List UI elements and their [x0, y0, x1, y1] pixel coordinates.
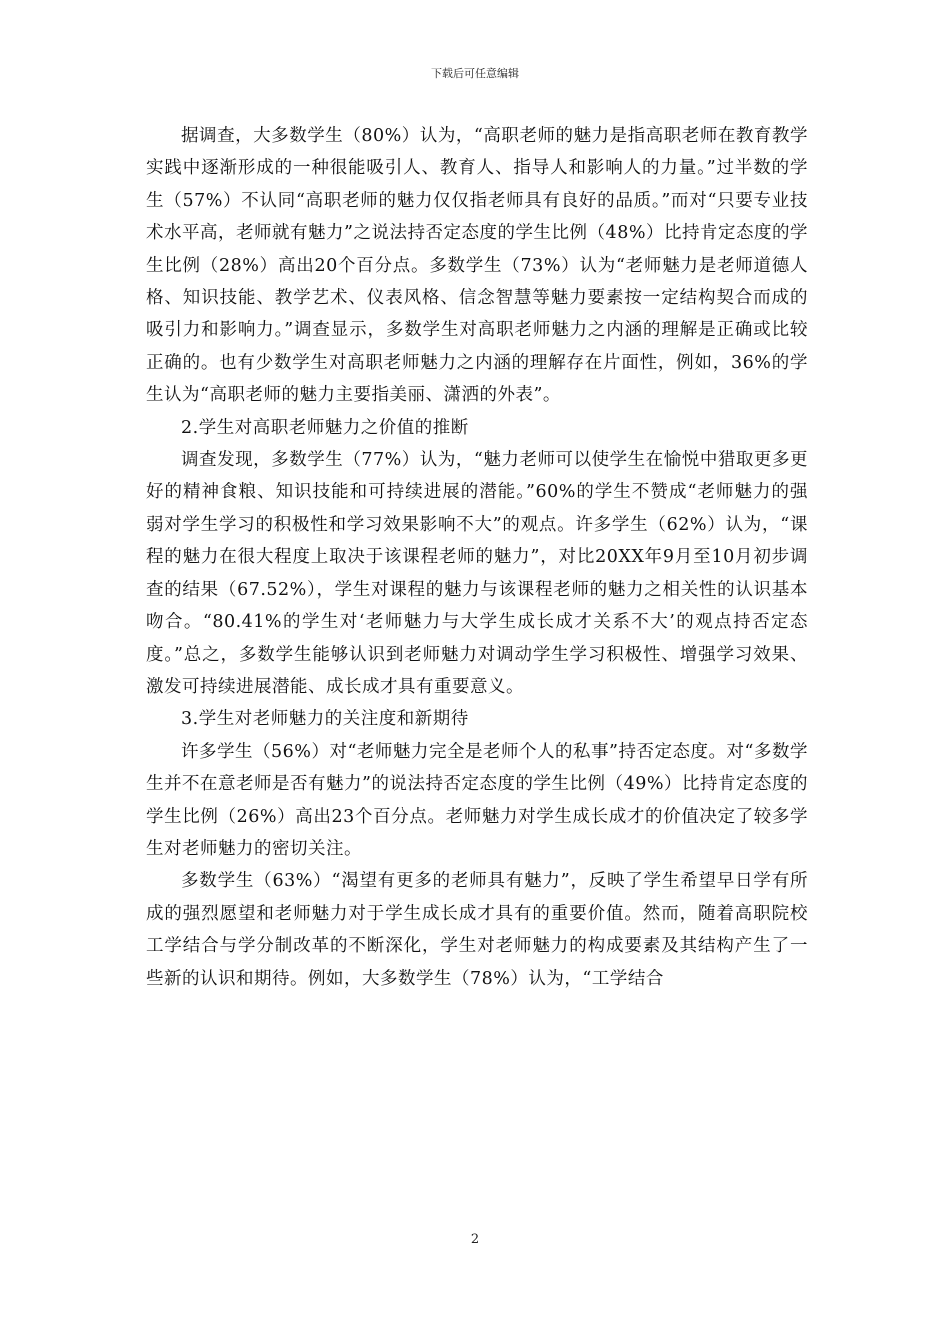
- paragraph-value-findings: 调查发现，多数学生（77%）认为，“魅力老师可以使学生在愉悦中猎取更多更好的精神食粮、知识技能和可持续进展的潜能。”60%的学生不赞成“老师魅力的强弱对学生学习的积极性和学习效果影响不大”的观点。许多学生（62%）认为，“课程的魅力在很大程度上取决于该课程老师的魅力”，对比20XX年9月至10月初步调查的结果（67.52%），学生对课程的魅力与该课程老师的魅力之相关性的认识基本吻合。“80.41%的学生对‘老师魅力与大学生成长成才关系不大’的观点持否定态度。”总之，多数学生能够认识到老师魅力对调动学生学习积极性、增强学习效果、激发可持续进展潜能、成长成才具有重要意义。: [146, 450, 808, 697]
- section-heading-attention: 3.学生对老师魅力的关注度和新期待: [181, 709, 469, 730]
- document-body: [146, 120, 808, 995]
- page-number: 2: [470, 1232, 480, 1247]
- page-header: 下载后可任意编辑: [431, 67, 519, 80]
- paragraph-survey-meaning: 据调查，大多数学生（80%）认为，“高职老师的魅力是指高职老师在教育教学实践中逐渐形成的一种很能吸引人、教育人、指导人和影响人的力量。”过半数的学生（57%）不认同“高职老师的魅力仅仅指老师具有良好的品质。”而对“只要专业技术水平高，老师就有魅力”之说法持否定态度的学生比例（48%）比持肯定态度的学生比例（28%）高出20个百分点。多数学生（73%）认为“老师魅力是老师道德人格、知识技能、教学艺术、仪表风格、信念智慧等魅力要素按一定结构契合而成的吸引力和影响力。”调查显示，多数学生对高职老师魅力之内涵的理解是正确或比较正确的。也有少数学生对高职老师魅力之内涵的理解存在片面性，例如，36%的学生认为“高职老师的魅力主要指美丽、潇洒的外表”。: [146, 126, 808, 406]
- paragraph-attention-findings: 许多学生（56%）对“老师魅力完全是老师个人的私事”持否定态度。对“多数学生并不在意老师是否有魅力”的说法持否定态度的学生比例（49%）比持肯定态度的学生比例（26%）高出23个百分点。老师魅力对学生成长成才的价值决定了较多学生对老师魅力的密切关注。: [146, 741, 808, 859]
- paragraph-expectations: 多数学生（63%）“渴望有更多的老师具有魅力”，反映了学生希望早日学有所成的强烈愿望和老师魅力对于学生成长成才具有的重要价值。然而，随着高职院校工学结合与学分制改革的不断深化，学生对老师魅力的构成要素及其结构产生了一些新的认识和期待。例如，大多数学生（78%）认为，“工学结合: [146, 871, 808, 989]
- section-heading-value: 2.学生对高职老师魅力之价值的推断: [181, 417, 469, 438]
